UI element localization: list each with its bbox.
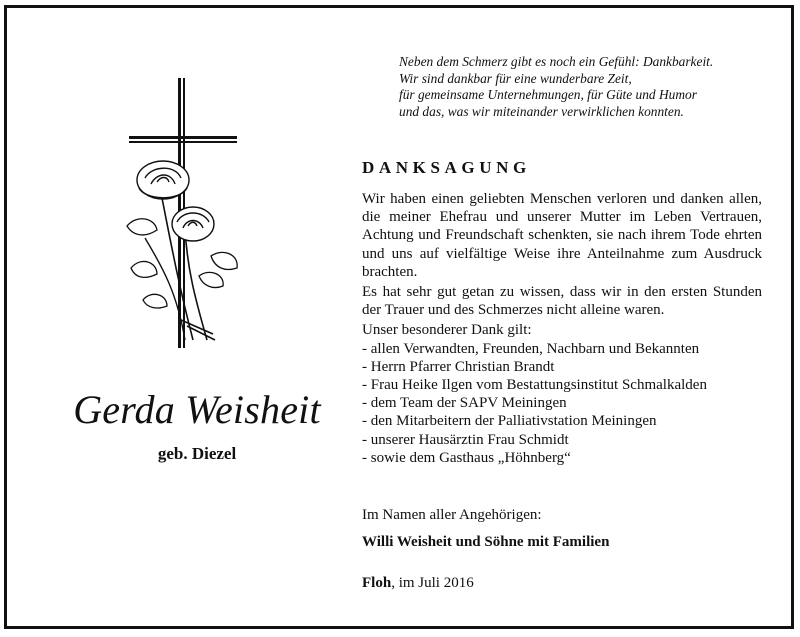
list-item: - den Mitarbeitern der Palliativstation Meiningen: [362, 413, 657, 430]
paragraph: Wir haben einen geliebten Menschen verloren und danken allen, die meiner Ehefrau und unserer Mutter im Leben Vertrauen, Achtung und Freundschaft schenkten, sie nach ihrem Tode ehrten und uns auf vielfältige Weise ihre Anteilnahme zum Ausdruck brachten.: [362, 191, 762, 280]
place-date: [362, 575, 474, 592]
quote-line: für gemeinsame Unternehmungen, für Güte und Humor: [399, 87, 697, 102]
quote-line: Neben dem Schmerz gibt es noch ein Gefühl: Dankbarkeit.: [399, 54, 714, 69]
notice-body: [362, 190, 762, 467]
maiden-name: geb. Diezel: [157, 444, 237, 463]
closing-line: Im Namen aller Angehörigen:: [362, 507, 542, 523]
list-item: - Frau Heike Ilgen vom Bestattungsinstitut Schmalkalden: [362, 377, 707, 394]
family-signature: Willi Weisheit und Söhne mit Familien: [362, 534, 610, 550]
quote-line: und das, was wir miteinander verwirklichen konnten.: [399, 103, 684, 119]
list-item: - dem Team der SAPV Meiningen: [362, 395, 567, 412]
quote-block: [399, 54, 779, 120]
deceased-name: Gerda Weisheit: [73, 387, 321, 432]
list-item: - Herrn Pfarrer Christian Brandt: [362, 358, 555, 375]
notice-heading: DANKSAGUNG: [362, 158, 531, 177]
thanks-list: [362, 340, 762, 467]
list-item: - sowie dem Gasthaus „Höhnberg“: [362, 449, 571, 466]
place: Floh: [362, 575, 392, 591]
paragraph: Es hat sehr gut getan zu wissen, dass wir in den ersten Stunden der Trauer und des Schmerzes nicht alleine waren.: [362, 284, 762, 319]
thanks-intro: Unser besonderer Dank gilt:: [362, 322, 532, 339]
quote-line: Wir sind dankbar für eine wunderbare Zeit,: [399, 70, 632, 86]
cross-with-roses-icon: [115, 78, 245, 358]
obituary-frame: [4, 5, 794, 629]
list-item: - allen Verwandten, Freunden, Nachbarn und Bekannten: [362, 340, 700, 357]
date: , im Juli 2016: [391, 575, 474, 591]
list-item: - unserer Hausärztin Frau Schmidt: [362, 431, 569, 448]
